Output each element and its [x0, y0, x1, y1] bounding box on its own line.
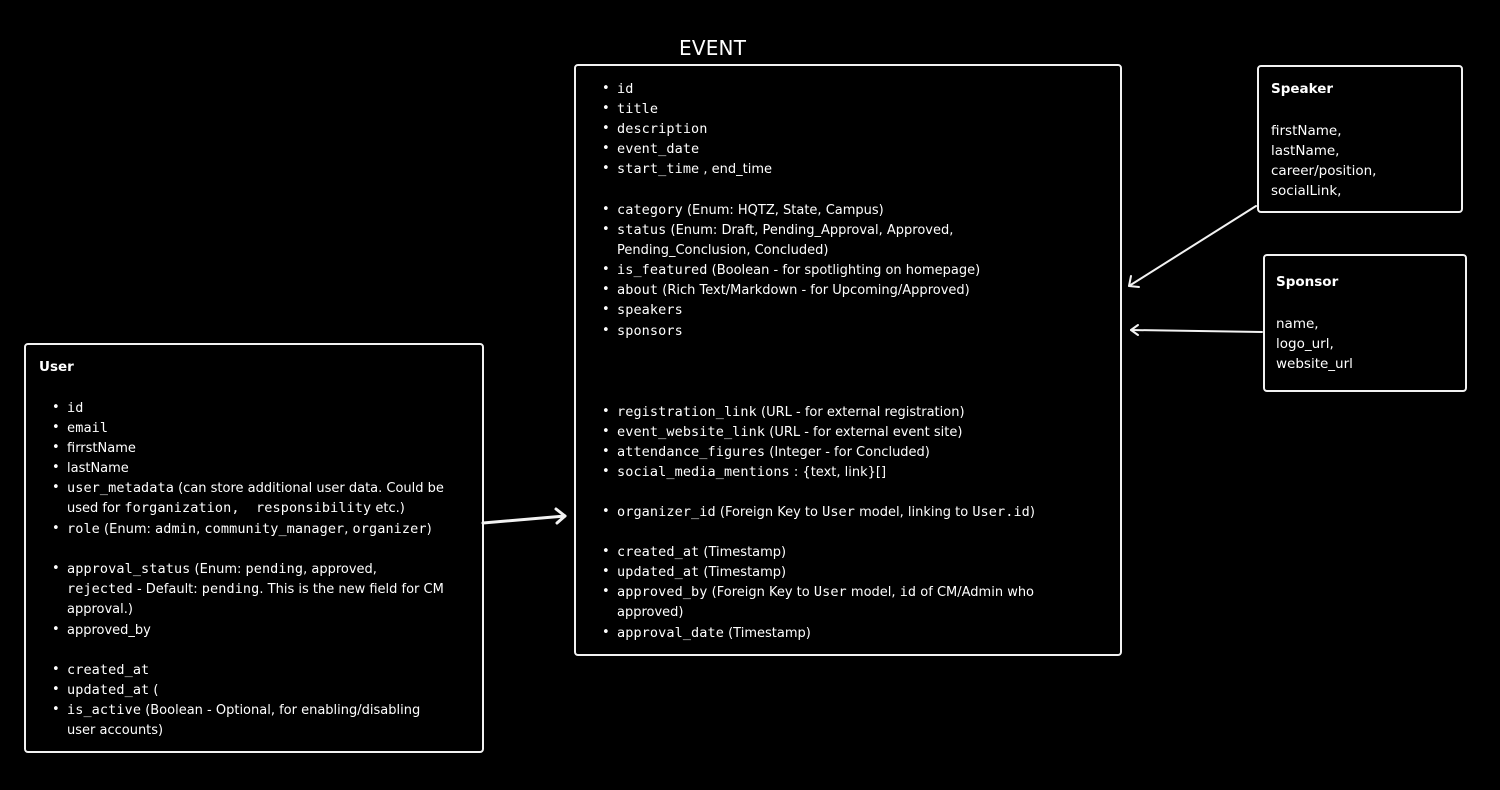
event-field-event-date: • event_date	[602, 141, 700, 157]
bullet-icon: •	[52, 662, 60, 677]
bullet-icon: •	[52, 440, 60, 455]
bullet-icon: •	[52, 460, 60, 475]
speaker-field: career/position,	[1271, 163, 1377, 179]
bullet-icon: •	[602, 282, 610, 297]
arrow-speaker-to-event	[1129, 206, 1256, 287]
speaker-entity-box	[1257, 65, 1463, 213]
bullet-icon: •	[602, 444, 610, 459]
sponsor-field-list	[1276, 314, 1353, 374]
event-field-approval-date: • approval_date (Timestamp)	[602, 625, 811, 641]
bullet-icon: •	[602, 584, 610, 599]
event-field-social-media-mentions: • social_media_mentions : {text, link}[]	[602, 464, 887, 480]
bullet-icon: •	[52, 561, 60, 576]
sponsor-field: logo_url,	[1276, 336, 1334, 352]
event-field-id: • id	[602, 81, 634, 97]
speaker-entity-title: Speaker	[1271, 81, 1334, 97]
bullet-icon: •	[602, 222, 610, 237]
bullet-icon: •	[602, 262, 610, 277]
speaker-field: lastName,	[1271, 143, 1340, 159]
bullet-icon: •	[602, 404, 610, 419]
sponsor-field: name,	[1276, 316, 1319, 332]
user-field-lastname: • lastName	[52, 460, 129, 476]
user-entity-box	[24, 343, 484, 753]
sponsor-entity-title: Sponsor	[1276, 274, 1339, 290]
bullet-icon: •	[602, 121, 610, 136]
bullet-icon: •	[52, 622, 60, 637]
event-field-approved-by: • approved_by (Foreign Key to User model, id of CM/Admin who	[602, 584, 1035, 600]
bullet-icon: •	[602, 625, 610, 640]
user-field-approval-status-cont: rejected - Default: pending. This is the new field for CM	[67, 581, 444, 597]
bullet-icon: •	[52, 702, 60, 717]
bullet-icon: •	[52, 420, 60, 435]
bullet-icon: •	[602, 544, 610, 559]
arrow-user-to-event	[483, 509, 565, 523]
event-field-is-featured: • is_featured (Boolean - for spotlighting on homepage)	[602, 262, 981, 278]
event-field-approved-by-cont: approved)	[617, 605, 684, 620]
event-field-created-at: • created_at (Timestamp)	[602, 544, 787, 560]
event-field-start-end-time: • start_time , end_time	[602, 161, 773, 177]
event-field-status: • status (Enum: Draft, Pending_Approval, Approved,	[602, 222, 954, 238]
bullet-icon: •	[602, 464, 610, 479]
event-field-status-cont: Pending_Conclusion, Concluded)	[617, 243, 829, 258]
user-field-is-active: • is_active (Boolean - Optional, for enabling/disabling	[52, 702, 421, 718]
user-field-approved-by: • approved_by	[52, 622, 151, 638]
event-field-registration-link: • registration_link (URL - for external registration)	[602, 404, 965, 420]
bullet-icon: •	[602, 141, 610, 156]
bullet-icon: •	[602, 323, 610, 338]
bullet-icon: •	[602, 161, 610, 176]
bullet-icon: •	[602, 302, 610, 317]
event-field-organizer-id: • organizer_id (Foreign Key to User model, linking to User.id)	[602, 504, 1035, 520]
bullet-icon: •	[52, 682, 60, 697]
speaker-field-list	[1271, 121, 1376, 201]
user-field-is-active-cont: user accounts)	[67, 723, 164, 738]
user-field-approval-status-cont2: approval.)	[67, 602, 133, 617]
user-field-approval-status: • approval_status (Enum: pending, approved,	[52, 561, 377, 577]
bullet-icon: •	[602, 101, 610, 116]
user-field-updated-at: • updated_at (	[52, 682, 159, 698]
user-field-firstname: • firrstName	[52, 440, 136, 456]
user-field-role: • role (Enum: admin, community_manager, organizer)	[52, 521, 432, 537]
user-field-email: • email	[52, 420, 109, 436]
bullet-icon: •	[52, 400, 60, 415]
bullet-icon: •	[602, 424, 610, 439]
user-entity-title: User	[39, 359, 74, 375]
event-field-about: • about (Rich Text/Markdown - for Upcoming/Approved)	[602, 282, 970, 298]
bullet-icon: •	[602, 564, 610, 579]
user-field-id: • id	[52, 400, 84, 416]
sponsor-field: website_url	[1276, 356, 1353, 372]
event-field-speakers: • speakers	[602, 302, 683, 318]
arrow-sponsor-to-event	[1131, 325, 1262, 335]
speaker-field: firstName,	[1271, 123, 1342, 139]
speaker-field: socialLink,	[1271, 183, 1342, 199]
sponsor-entity-box	[1263, 254, 1467, 392]
bullet-icon: •	[602, 504, 610, 519]
event-field-description: • description	[602, 121, 708, 137]
bullet-icon: •	[602, 81, 610, 96]
bullet-icon: •	[52, 521, 60, 536]
event-field-updated-at: • updated_at (Timestamp)	[602, 564, 787, 580]
event-entity-title: EVENT	[679, 36, 747, 60]
bullet-icon: •	[602, 202, 610, 217]
event-field-sponsors: • sponsors	[602, 323, 683, 339]
user-field-user-metadata-cont: used for forganization, responsibility etc.)	[67, 500, 405, 516]
event-field-category: • category (Enum: HQTZ, State, Campus)	[602, 202, 884, 218]
event-field-event-website-link: • event_website_link (URL - for external event site)	[602, 424, 963, 440]
bullet-icon: •	[52, 480, 60, 495]
user-field-user-metadata: • user_metadata (can store additional user data. Could be	[52, 480, 444, 496]
event-field-title: • title	[602, 101, 659, 117]
user-field-created-at: • created_at	[52, 662, 150, 678]
event-field-attendance-figures: • attendance_figures (Integer - for Concluded)	[602, 444, 930, 460]
event-entity-box	[574, 64, 1122, 656]
